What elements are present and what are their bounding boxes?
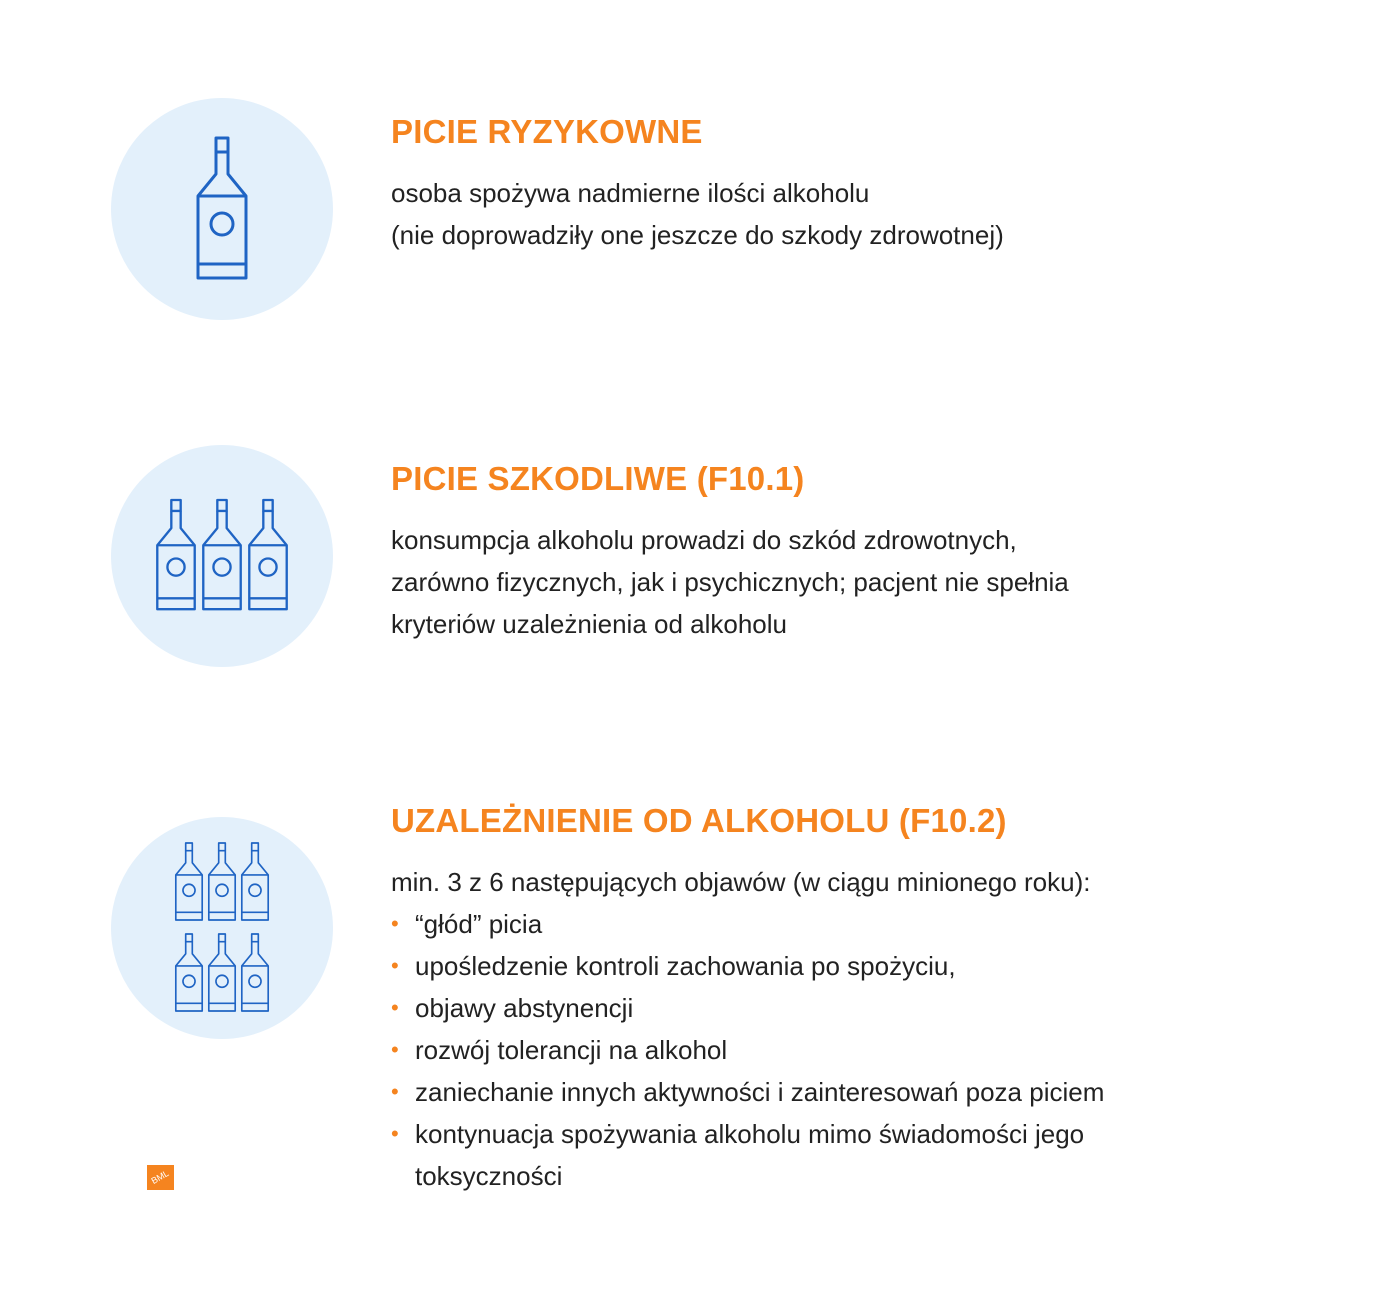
description-line: zarówno fizycznych, jak i psychicznych; pacjent nie spełnia [391,567,1069,597]
list-item-text: “głód” picia [415,909,543,939]
symptom-list [391,903,1351,1197]
bullet-icon: • [391,995,399,1020]
list-item [391,1113,1175,1197]
bml-logo [147,1165,174,1190]
section-harmful-drinking [391,457,1351,645]
bullet-icon: • [391,1121,399,1146]
section-title: PICIE SZKODLIWE (F10.1) [391,460,805,497]
list-item [391,945,1351,987]
description-line: kryteriów uzależnienia od alkoholu [391,609,788,639]
section-description [391,519,1351,645]
list-item [391,1029,1351,1071]
description-line: konsumpcja alkoholu prowadzi do szkód zdrowotnych, [391,525,1017,555]
bullet-icon: • [391,953,399,978]
section-alcohol-dependence [391,799,1351,1197]
three-bottles-icon [111,445,333,667]
section-title: UZALEŻNIENIE OD ALKOHOLU (F10.2) [391,802,1007,839]
list-item-text: objawy abstynencji [415,993,634,1023]
list-item-text: upośledzenie kontroli zachowania po spożyciu, [415,951,956,981]
six-bottles-icon [111,817,333,1039]
section-title: PICIE RYZYKOWNE [391,113,703,150]
section-risky-drinking [391,110,1351,256]
list-item [391,1071,1351,1113]
list-item-text: zaniechanie innych aktywności i zainteresowań poza piciem [415,1077,1105,1107]
bullet-icon: • [391,911,399,936]
single-bottle-icon [111,98,333,320]
list-item [391,987,1351,1029]
section-description [391,172,1351,256]
intro-line: min. 3 z 6 następujących objawów (w ciągu minionego roku): [391,867,1091,897]
description-line: osoba spożywa nadmierne ilości alkoholu [391,178,870,208]
bullet-icon: • [391,1079,399,1104]
list-item-text: kontynuacja spożywania alkoholu mimo świadomości jego toksyczności [415,1119,1085,1191]
list-item-text: rozwój tolerancji na alkohol [415,1035,728,1065]
logo-text: BML [149,1168,171,1187]
description-line: (nie doprowadziły one jeszcze do szkody zdrowotnej) [391,220,1004,250]
list-item [391,903,1351,945]
section-intro [391,861,1351,903]
bullet-icon: • [391,1037,399,1062]
